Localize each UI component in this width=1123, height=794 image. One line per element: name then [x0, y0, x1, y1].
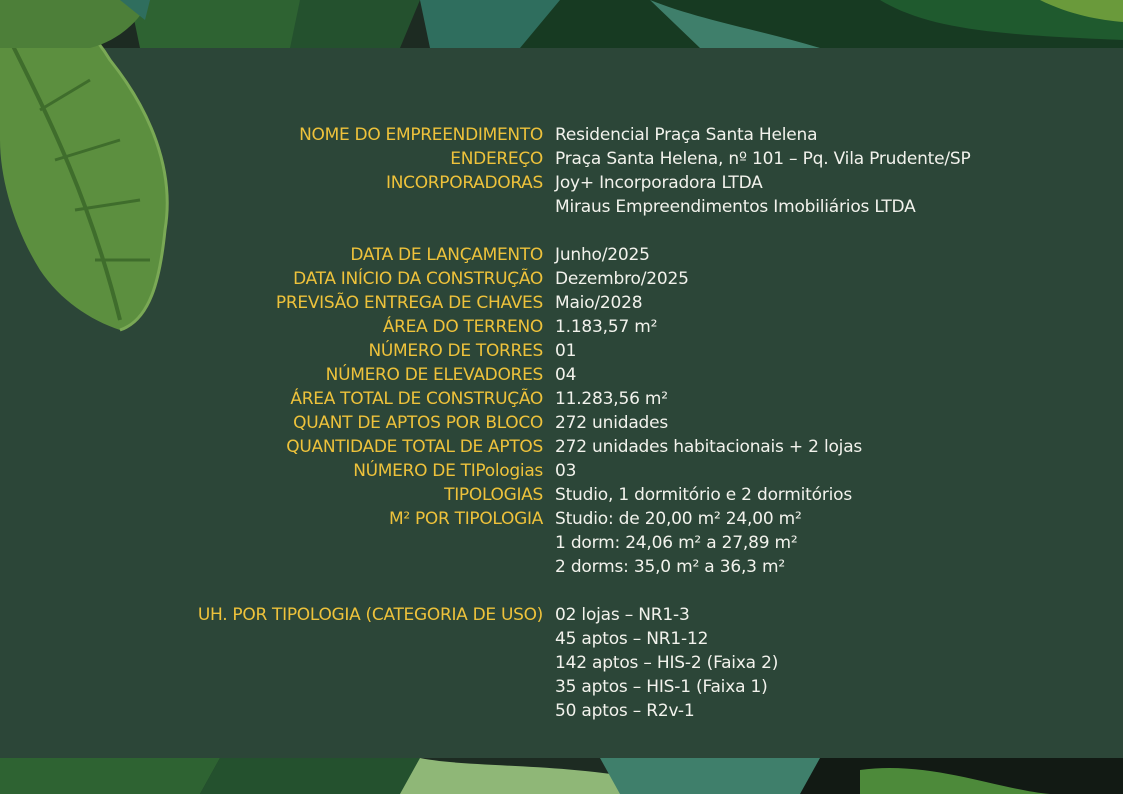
spec-row	[0, 315, 1123, 339]
spec-label: NÚMERO DE ELEVADORES	[325, 365, 543, 385]
spec-label: ENDEREÇO	[450, 149, 543, 169]
spec-value: 03	[555, 461, 577, 481]
spec-row	[0, 507, 1123, 531]
spec-label: NÚMERO DE TORRES	[368, 341, 543, 361]
spec-row	[0, 555, 1123, 579]
spec-row	[0, 675, 1123, 699]
spec-label: PREVISÃO ENTREGA DE CHAVES	[275, 293, 543, 313]
leaf-top-right-icon	[130, 0, 1123, 48]
spec-value: 11.283,56 m²	[555, 389, 668, 409]
spec-row	[0, 123, 1123, 147]
spec-value: 1 dorm: 24,06 m² a 27,89 m²	[555, 533, 798, 553]
spec-row	[0, 147, 1123, 171]
spec-value: 45 aptos – NR1-12	[555, 629, 709, 649]
spec-row	[0, 195, 1123, 219]
spec-label: DATA DE LANÇAMENTO	[350, 245, 543, 265]
spec-label: TIPOLOGIAS	[444, 485, 543, 505]
spec-label: INCORPORADORAS	[386, 173, 543, 193]
spec-value: Dezembro/2025	[555, 269, 689, 289]
spec-row	[0, 387, 1123, 411]
spec-label: QUANT DE APTOS POR BLOCO	[293, 413, 543, 433]
spec-label: ÁREA DO TERRENO	[382, 317, 543, 337]
spec-value: 2 dorms: 35,0 m² a 36,3 m²	[555, 557, 785, 577]
spec-value: Praça Santa Helena, nº 101 – Pq. Vila Prudente/SP	[555, 149, 971, 169]
spec-row	[0, 243, 1123, 267]
spec-label: ÁREA TOTAL DE CONSTRUÇÃO	[290, 389, 543, 409]
spec-row	[0, 339, 1123, 363]
spec-row	[0, 603, 1123, 627]
spec-value: Studio: de 20,00 m² 24,00 m²	[555, 509, 802, 529]
spec-row	[0, 531, 1123, 555]
spec-row	[0, 483, 1123, 507]
spec-value: 142 aptos – HIS-2 (Faixa 2)	[555, 653, 779, 673]
spec-value: Miraus Empreendimentos Imobiliários LTDA	[555, 197, 916, 217]
spec-label: NÚMERO DE TIPologias	[353, 461, 543, 481]
spec-row	[0, 411, 1123, 435]
spec-label: DATA INÍCIO DA CONSTRUÇÃO	[293, 269, 543, 289]
spec-value: 35 aptos – HIS-1 (Faixa 1)	[555, 677, 768, 697]
spec-value: Residencial Praça Santa Helena	[555, 125, 818, 145]
spec-label: UH. POR TIPOLOGIA (CATEGORIA DE USO)	[197, 605, 543, 625]
spec-row	[0, 651, 1123, 675]
spec-value: 50 aptos – R2v-1	[555, 701, 695, 721]
spec-label: QUANTIDADE TOTAL DE APTOS	[286, 437, 543, 457]
spec-value: 1.183,57 m²	[555, 317, 658, 337]
project-specs	[0, 123, 1123, 723]
leaf-top-left-icon	[0, 0, 170, 48]
spec-row	[0, 435, 1123, 459]
spec-value: Maio/2028	[555, 293, 643, 313]
spec-row	[0, 267, 1123, 291]
spec-value: 272 unidades habitacionais + 2 lojas	[555, 437, 863, 457]
spec-value: Junho/2025	[555, 245, 650, 265]
spec-row	[0, 459, 1123, 483]
spec-row	[0, 291, 1123, 315]
spec-value: 04	[555, 365, 577, 385]
spec-row	[0, 627, 1123, 651]
spec-label: NOME DO EMPREENDIMENTO	[299, 125, 543, 145]
spec-value: Joy+ Incorporadora LTDA	[555, 173, 763, 193]
spec-value: 272 unidades	[555, 413, 669, 433]
spec-row	[0, 363, 1123, 387]
spec-row	[0, 699, 1123, 723]
spec-row	[0, 171, 1123, 195]
spec-value: 02 lojas – NR1-3	[555, 605, 690, 625]
spec-label: M² POR TIPOLOGIA	[388, 509, 543, 529]
spec-value: 01	[555, 341, 577, 361]
spec-value: Studio, 1 dormitório e 2 dormitórios	[555, 485, 853, 505]
